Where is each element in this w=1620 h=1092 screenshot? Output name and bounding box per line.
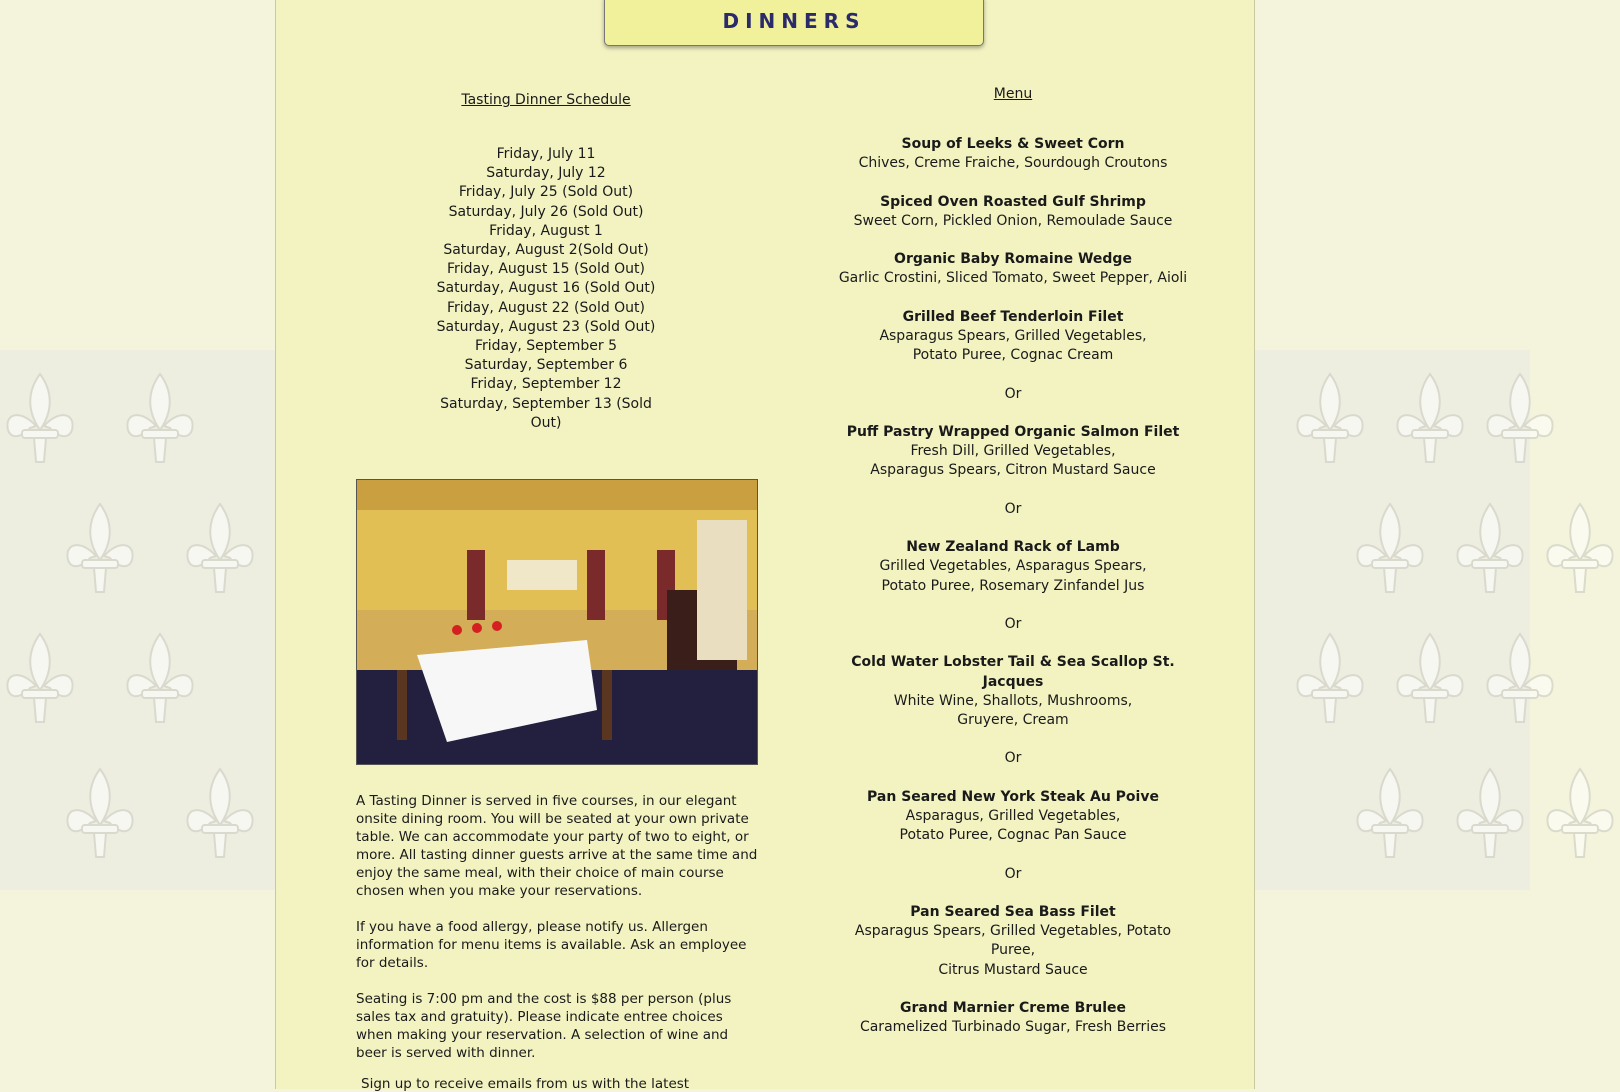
fleur-de-lis-icon xyxy=(120,630,200,726)
schedule-date: Saturday, September 13 (Sold Out) xyxy=(440,395,652,431)
page-title-box xyxy=(604,0,984,46)
menu-item-description: Chives, Creme Fraiche, Sourdough Croutons xyxy=(858,155,1168,172)
menu-item-description: Asparagus Spears, Grilled Vegetables, xyxy=(879,327,1147,344)
schedule-date: Saturday, August 2(Sold Out) xyxy=(443,242,649,259)
fleur-de-lis-icon xyxy=(1480,630,1560,726)
schedule-date: Saturday, August 16 (Sold Out) xyxy=(436,280,656,297)
schedule-title[interactable]: Tasting Dinner Schedule xyxy=(461,92,631,108)
menu-or-separator: Or xyxy=(1004,385,1022,402)
fleur-de-lis-icon xyxy=(1390,370,1470,466)
fleur-de-lis-icon xyxy=(1290,630,1370,726)
dining-room-photo xyxy=(356,479,758,765)
fleur-de-lis-icon xyxy=(180,500,260,596)
info-paragraph-allergy: If you have a food allergy, please notify us. Allergen information for menu items is available. Ask an employee for details. xyxy=(356,919,747,971)
menu-item-description: Garlic Crostini, Sliced Tomato, Sweet Pepper, Aioli xyxy=(838,270,1188,287)
title-line-2: DINNERS xyxy=(722,9,866,33)
schedule-date: Friday, July 11 xyxy=(496,146,596,162)
schedule-date: Friday, August 1 xyxy=(489,222,603,239)
menu-item-description: Grilled Vegetables, Asparagus Spears, xyxy=(879,558,1147,575)
schedule-date: Friday, August 22 (Sold Out) xyxy=(446,299,646,316)
menu-item-name: Cold Water Lobster Tail & Sea Scallop St. Jacques xyxy=(851,654,1175,690)
menu-item-description: White Wine, Shallots, Mushrooms, xyxy=(893,692,1133,709)
menu-or-separator: Or xyxy=(1004,615,1022,632)
fleur-de-lis-icon xyxy=(0,630,80,726)
menu-item-name: Pan Seared Sea Bass Filet xyxy=(910,903,1116,920)
menu-item-name: Grand Marnier Creme Brulee xyxy=(900,999,1126,1016)
spacer xyxy=(836,634,1190,653)
schedule-date: Friday, August 15 (Sold Out) xyxy=(446,261,646,278)
spacer xyxy=(836,404,1190,423)
fleur-de-lis-icon xyxy=(1540,500,1620,596)
menu-item-description: Potato Puree, Rosemary Zinfandel Jus xyxy=(881,577,1145,594)
fleur-de-lis-icon xyxy=(1290,370,1370,466)
menu-item-description: Citrus Mustard Sauce xyxy=(938,961,1088,978)
menu-item-description: Potato Puree, Cognac Cream xyxy=(912,347,1114,364)
menu-or-separator: Or xyxy=(1004,500,1022,517)
fleur-de-lis-icon xyxy=(1390,630,1470,726)
schedule-date: Saturday, August 23 (Sold Out) xyxy=(436,318,656,335)
schedule-date: Friday, September 5 xyxy=(474,338,618,355)
fleur-de-lis-icon xyxy=(1450,500,1530,596)
menu-title[interactable]: Menu xyxy=(993,86,1033,102)
fleur-de-lis-icon xyxy=(1450,765,1530,861)
menu-item-name: Spiced Oven Roasted Gulf Shrimp xyxy=(880,193,1146,210)
spacer xyxy=(836,365,1190,384)
schedule-date: Saturday, July 12 xyxy=(486,165,606,182)
fleur-de-lis-icon xyxy=(0,370,80,466)
dinner-info xyxy=(356,792,758,1080)
fleur-de-lis-icon xyxy=(1480,370,1560,466)
menu-list xyxy=(836,135,1190,1037)
menu-item-description: Asparagus Spears, Citron Mustard Sauce xyxy=(870,462,1156,479)
schedule-date: Saturday, July 26 (Sold Out) xyxy=(448,203,644,220)
schedule-column xyxy=(426,92,666,433)
spacer xyxy=(836,730,1190,749)
menu-item-name: Puff Pastry Wrapped Organic Salmon Filet xyxy=(846,423,1180,440)
menu-item-name: Pan Seared New York Steak Au Poive xyxy=(867,788,1159,805)
schedule-date: Friday, September 12 xyxy=(470,376,622,393)
menu-item-description: Fresh Dill, Grilled Vegetables, xyxy=(910,443,1116,460)
spacer xyxy=(836,481,1190,500)
spacer xyxy=(836,231,1190,250)
spacer xyxy=(836,596,1190,615)
menu-item-name: Soup of Leeks & Sweet Corn xyxy=(901,136,1125,152)
content-panel xyxy=(275,0,1255,1092)
menu-item-description: Potato Puree, Cognac Pan Sauce xyxy=(899,827,1127,844)
menu-or-separator: Or xyxy=(1004,750,1022,767)
spacer xyxy=(836,173,1190,192)
menu-item-name: New Zealand Rack of Lamb xyxy=(906,539,1120,556)
spacer xyxy=(836,845,1190,864)
fleur-de-lis-icon xyxy=(1350,765,1430,861)
fleur-de-lis-icon xyxy=(120,370,200,466)
fleur-de-lis-icon xyxy=(60,765,140,861)
spacer xyxy=(836,769,1190,788)
menu-item-name: Organic Baby Romaine Wedge xyxy=(894,251,1132,268)
menu-item-description: Caramelized Turbinado Sugar, Fresh Berries xyxy=(859,1019,1167,1036)
menu-column xyxy=(836,86,1190,1037)
info-paragraph-courses: A Tasting Dinner is served in five courses, in our elegant onsite dining room. You will be seated at your own private table. We can accommodate your party of two to eight, or more. All tasting dinner guests arrive at the same time and enjoy the same meal, with their choice of main course chosen when you make your reservations. xyxy=(356,793,758,899)
fleur-de-lis-icon xyxy=(1540,765,1620,861)
fleur-de-lis-icon xyxy=(60,500,140,596)
schedule-date: Friday, July 25 (Sold Out) xyxy=(458,184,634,201)
fleur-de-lis-icon xyxy=(180,765,260,861)
menu-item-description: Asparagus, Grilled Vegetables, xyxy=(905,807,1121,824)
spacer xyxy=(836,884,1190,903)
menu-item-description: Gruyere, Cream xyxy=(957,711,1069,728)
schedule-date: Saturday, September 6 xyxy=(464,357,628,374)
title-line-1 xyxy=(605,0,983,1)
schedule-dates xyxy=(426,145,666,433)
spacer xyxy=(836,980,1190,999)
email-signup-text[interactable]: Sign up to receive emails from us with the latest xyxy=(361,1076,690,1092)
fleur-de-lis-icon xyxy=(1350,500,1430,596)
spacer xyxy=(836,289,1190,308)
menu-item-description: Sweet Corn, Pickled Onion, Remoulade Sauce xyxy=(853,212,1173,229)
menu-item-description: Asparagus Spears, Grilled Vegetables, Potato Puree, xyxy=(854,923,1172,959)
menu-item-name: Grilled Beef Tenderloin Filet xyxy=(902,308,1124,325)
info-paragraph-seating: Seating is 7:00 pm and the cost is $88 per person (plus sales tax and gratuity). Please indicate entree choices when making your reservation. A selection of wine and beer is served with dinner. xyxy=(356,991,732,1061)
menu-or-separator: Or xyxy=(1004,865,1022,882)
spacer xyxy=(836,519,1190,538)
